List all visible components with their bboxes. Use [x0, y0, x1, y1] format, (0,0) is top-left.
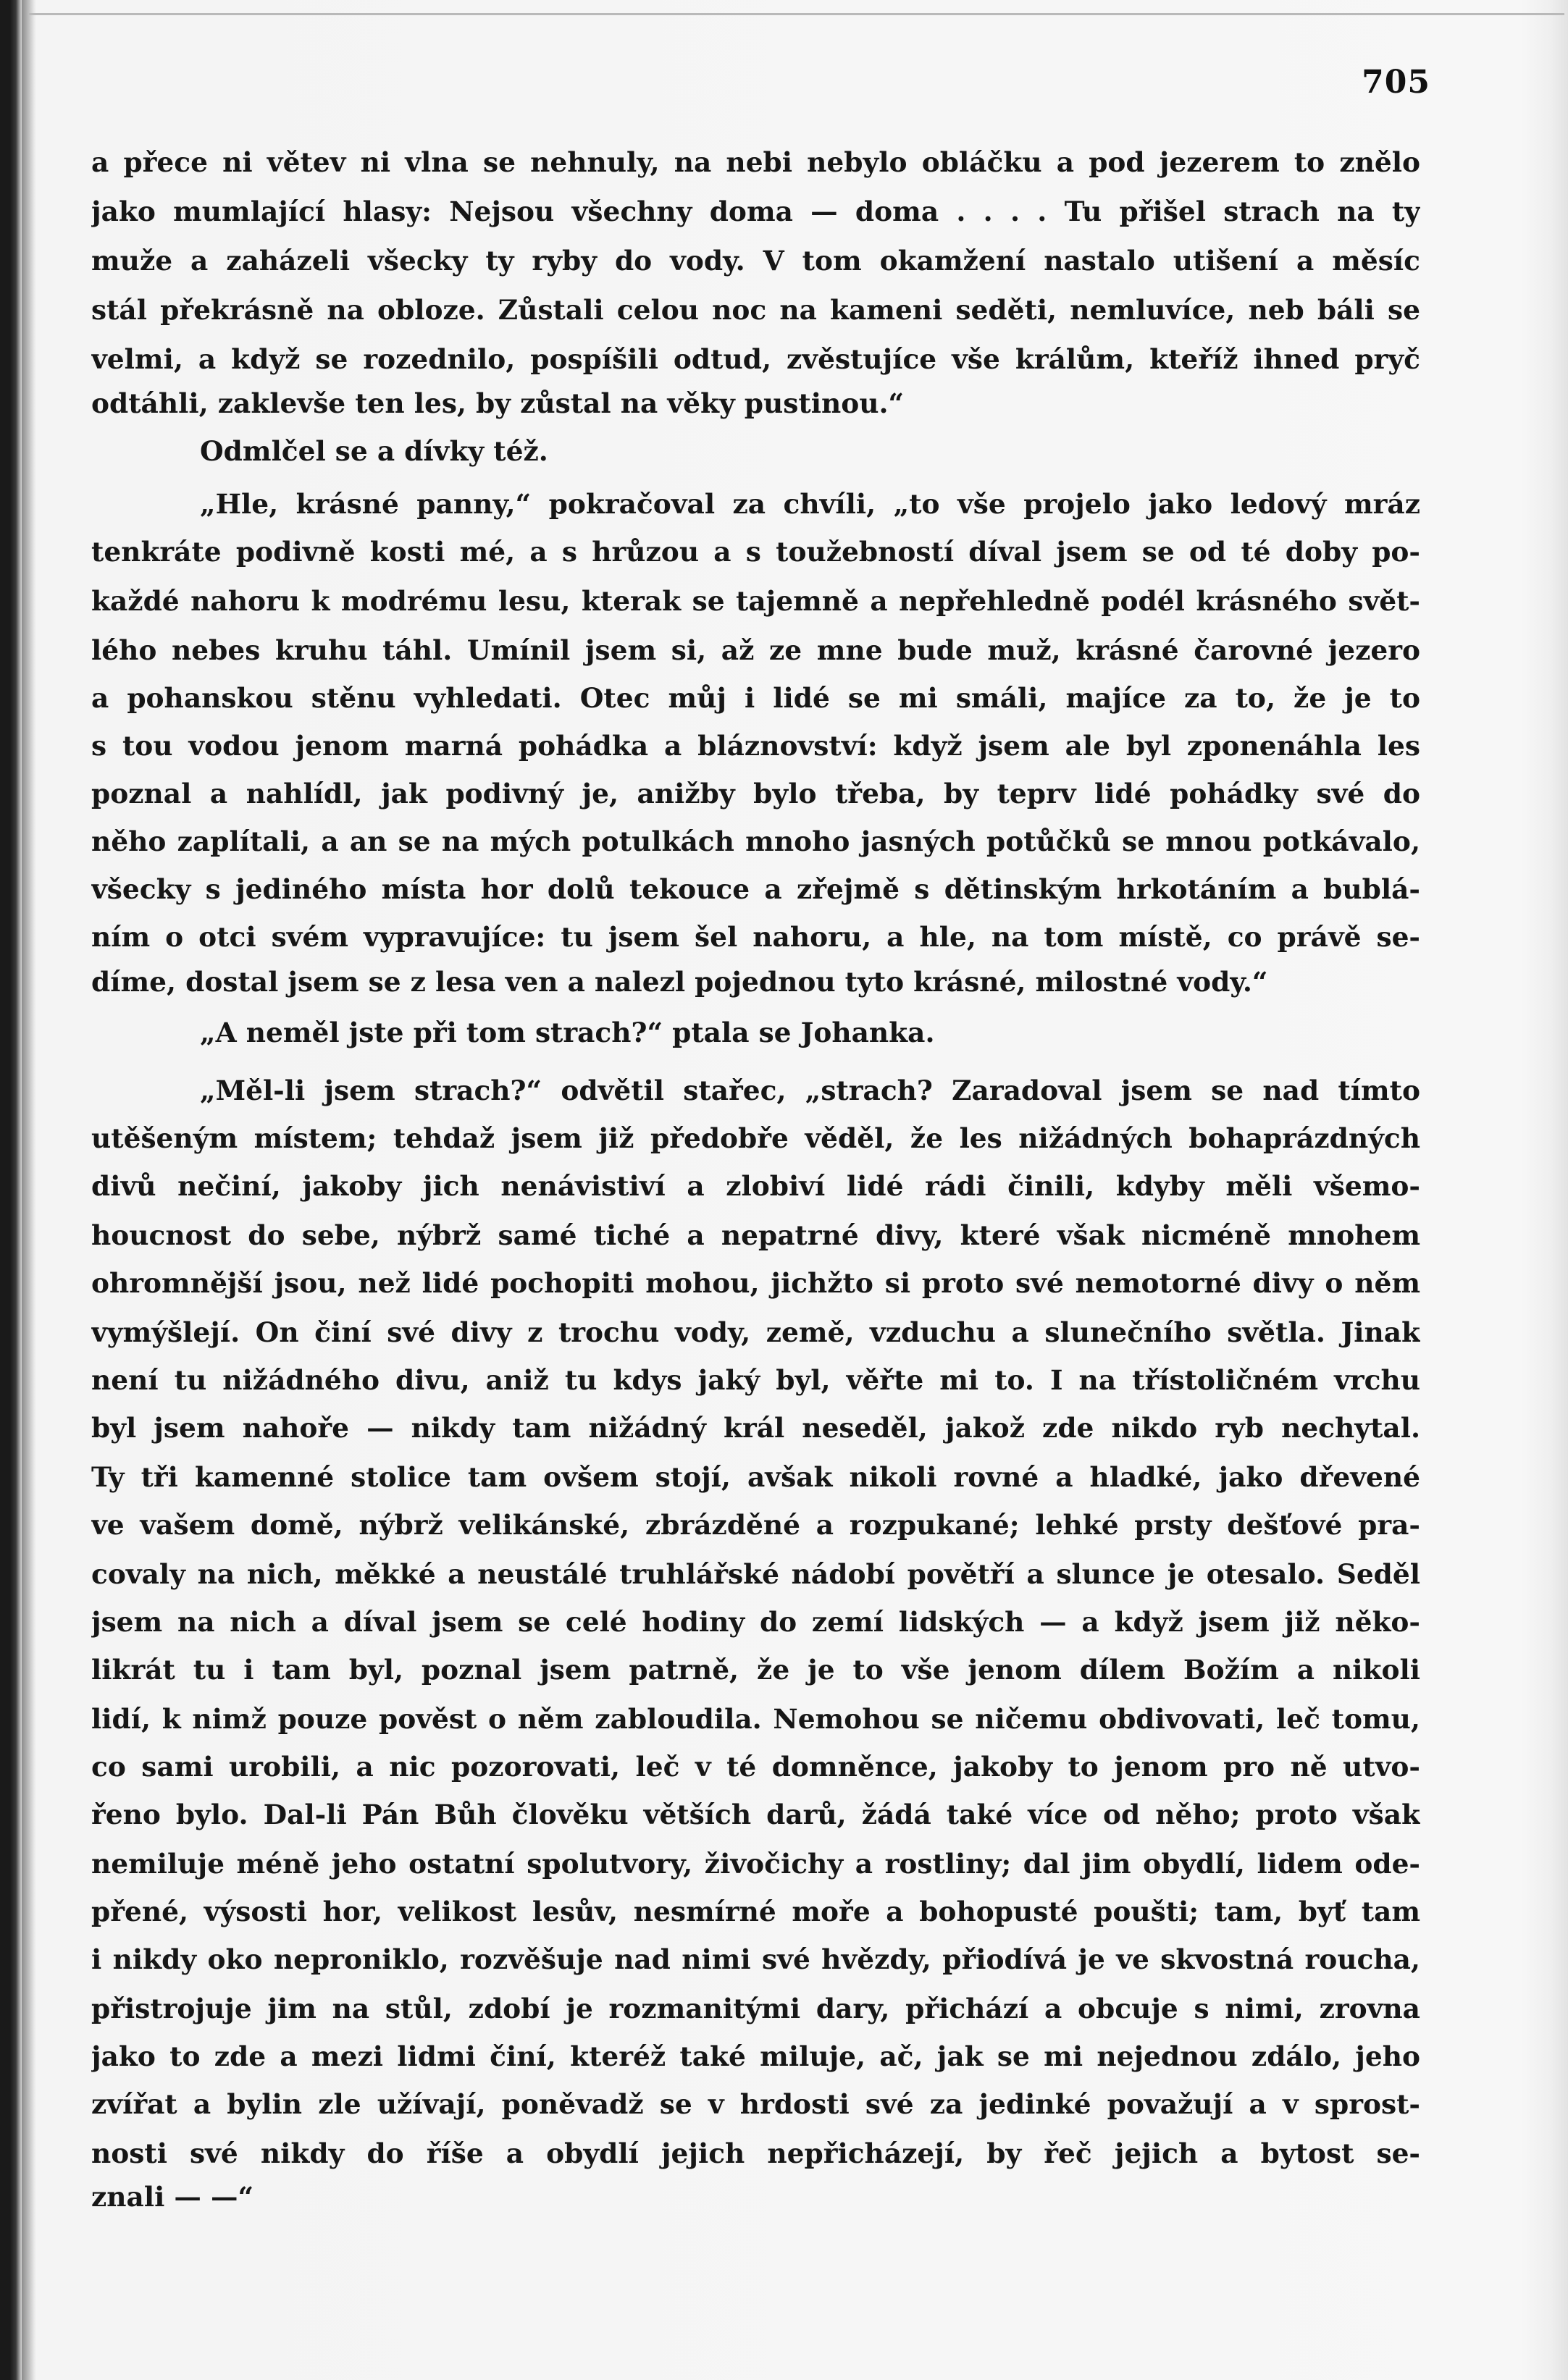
text-line: jako mumlající hlasy: Nejsou všechny doma — doma . . . . Tu přišel strach na ty: [91, 195, 1420, 227]
text-line: s tou vodou jenom marná pohádka a bláznovství: když jsem ale byl zponenáhla les: [91, 730, 1420, 762]
text-line: něho zaplítali, a an se na mých potulkách mnoho jasných potůčků se mnou potkávalo,: [91, 825, 1420, 857]
text-line: poznal a nahlídl, jak podivný je, anižby bylo třeba, by teprv lidé pohádky své do: [91, 778, 1420, 810]
text-line: „Hle, krásné panny,“ pokračoval za chvíli, „to vše projelo jako ledový mráz: [200, 488, 1420, 520]
text-line: likrát tu i tam byl, poznal jsem patrně, že je to vše jenom dílem Božím a nikoli: [91, 1654, 1420, 1686]
text-line: lidí, k nimž pouze pověst o něm zabloudila. Nemohou se ničemu obdivovati, leč tomu,: [91, 1703, 1420, 1735]
text-line: lého nebes kruhu táhl. Umínil jsem si, až ze mne bude muž, krásné čarovné jezero: [91, 634, 1420, 666]
text-line: divů nečiní, jakoby jich nenávistiví a zlobiví lidé rádi činili, kdyby měli všemo-: [91, 1170, 1420, 1202]
binding-shadow: [22, 0, 36, 2380]
text-line: stál překrásně na obloze. Zůstali celou noc na kameni seděti, nemluvíce, neb báli se: [91, 294, 1420, 326]
text-line: všecky s jediného místa hor dolů tekouce a zřejmě s dětinským hrkotáním a bublá-: [91, 873, 1420, 905]
text-line: díme, dostal jsem se z lesa ven a nalezl pojednou tyto krásné, milostné vody.“: [91, 966, 1268, 998]
text-line: a přece ni větev ni vlna se nehnuly, na nebi nebylo obláčku a pod jezerem to znělo: [91, 146, 1420, 178]
text-line: není tu nižádného divu, aniž tu kdys jaký byl, věřte mi to. I na třístoličném vrchu: [91, 1364, 1420, 1396]
text-line: houcnost do sebe, nýbrž samé tiché a nepatrné divy, které však nicméně mnohem: [91, 1219, 1420, 1251]
text-line: jsem na nich a díval jsem se celé hodiny do zemí lidských — a když jsem již něko-: [91, 1606, 1420, 1638]
text-line: přené, výsosti hor, velikost lesův, nesmírné moře a bohopusté poušti; tam, byť tam: [91, 1896, 1420, 1927]
text-line: řeno bylo. Dal-li Pán Bůh člověku větších darů, žádá také více od něho; proto však: [91, 1799, 1420, 1830]
text-line: znali — —“: [91, 2181, 254, 2213]
page-top-edge: [29, 13, 1564, 15]
text-line: i nikdy oko neproniklo, rozvěšuje nad nimi své hvězdy, přiodívá je ve skvostná roucha,: [91, 1943, 1420, 1975]
text-line: ním o otci svém vypravujíce: tu jsem šel nahoru, a hle, na tom místě, co právě se-: [91, 921, 1420, 953]
text-line: utěšeným místem; tehdaž jsem již předobře věděl, že les nižádných bohaprázdných: [91, 1122, 1420, 1154]
text-line: „A neměl jste při tom strach?“ ptala se Johanka.: [200, 1017, 935, 1048]
page-number: 705: [1362, 64, 1430, 101]
text-line: přistrojuje jim na stůl, zdobí je rozmanitými dary, přichází a obcuje s nimi, zrovna: [91, 1993, 1420, 2024]
text-line: muže a zaházeli všecky ty ryby do vody. V tom okamžení nastalo utišení a měsíc: [91, 245, 1420, 277]
text-line: „Měl-li jsem strach?“ odvětil stařec, „strach? Zaradoval jsem se nad tímto: [200, 1075, 1420, 1106]
text-line: odtáhli, zaklevše ten les, by zůstal na věky pustinou.“: [91, 387, 905, 419]
text-line: byl jsem nahoře — nikdy tam nižádný král neseděl, jakož zde nikdo ryb nechytal.: [91, 1412, 1420, 1444]
text-line: covaly na nich, měkké a neustálé truhlářské nádobí povětří a slunce je otesalo. Seděl: [91, 1558, 1420, 1590]
text-line: zvířat a bylin zle užívají, poněvadž se v hrdosti své za jedinké považují a v sprost-: [91, 2088, 1420, 2120]
text-line: Ty tři kamenné stolice tam ovšem stojí, avšak nikoli rovné a hladké, jako dřevené: [91, 1461, 1420, 1493]
text-line: jako to zde a mezi lidmi činí, kteréž také miluje, ač, jak se mi nejednou zdálo, jeho: [91, 2040, 1420, 2072]
text-line: každé nahoru k modrému lesu, kterak se tajemně a nepřehledně podél krásného svět-: [91, 585, 1420, 617]
text-line: ohromnější jsou, než lidé pochopiti mohou, jichžto si proto své nemotorné divy o něm: [91, 1267, 1420, 1299]
text-line: vymýšlejí. On činí své divy z trochu vody, země, vzduchu a slunečního světla. Jinak: [91, 1316, 1420, 1348]
text-line: velmi, a když se rozednilo, pospíšili odtud, zvěstujíce vše králům, kteříž ihned pryč: [91, 343, 1420, 375]
text-line: nosti své nikdy do říše a obydlí jejich nepřicházejí, by řeč jejich a bytost se-: [91, 2137, 1420, 2169]
text-line: nemiluje méně jeho ostatní spolutvory, živočichy a rostliny; dal jim obydlí, lidem ode-: [91, 1848, 1420, 1880]
text-line: a pohanskou stěnu vyhledati. Otec můj i lidé se mi smáli, majíce za to, že je to: [91, 682, 1420, 714]
text-line: Odmlčel se a dívky též.: [200, 435, 548, 467]
text-line: ve vašem domě, nýbrž velikánské, zbrázděné a rozpukané; lehké prsty dešťové pra-: [91, 1509, 1420, 1541]
text-line: co sami urobili, a nic pozorovati, leč v té domněnce, jakoby to jenom pro ně utvo-: [91, 1751, 1420, 1783]
text-line: tenkráte podivně kosti mé, a s hrůzou a s toužebností díval jsem se od té doby po-: [91, 536, 1420, 568]
